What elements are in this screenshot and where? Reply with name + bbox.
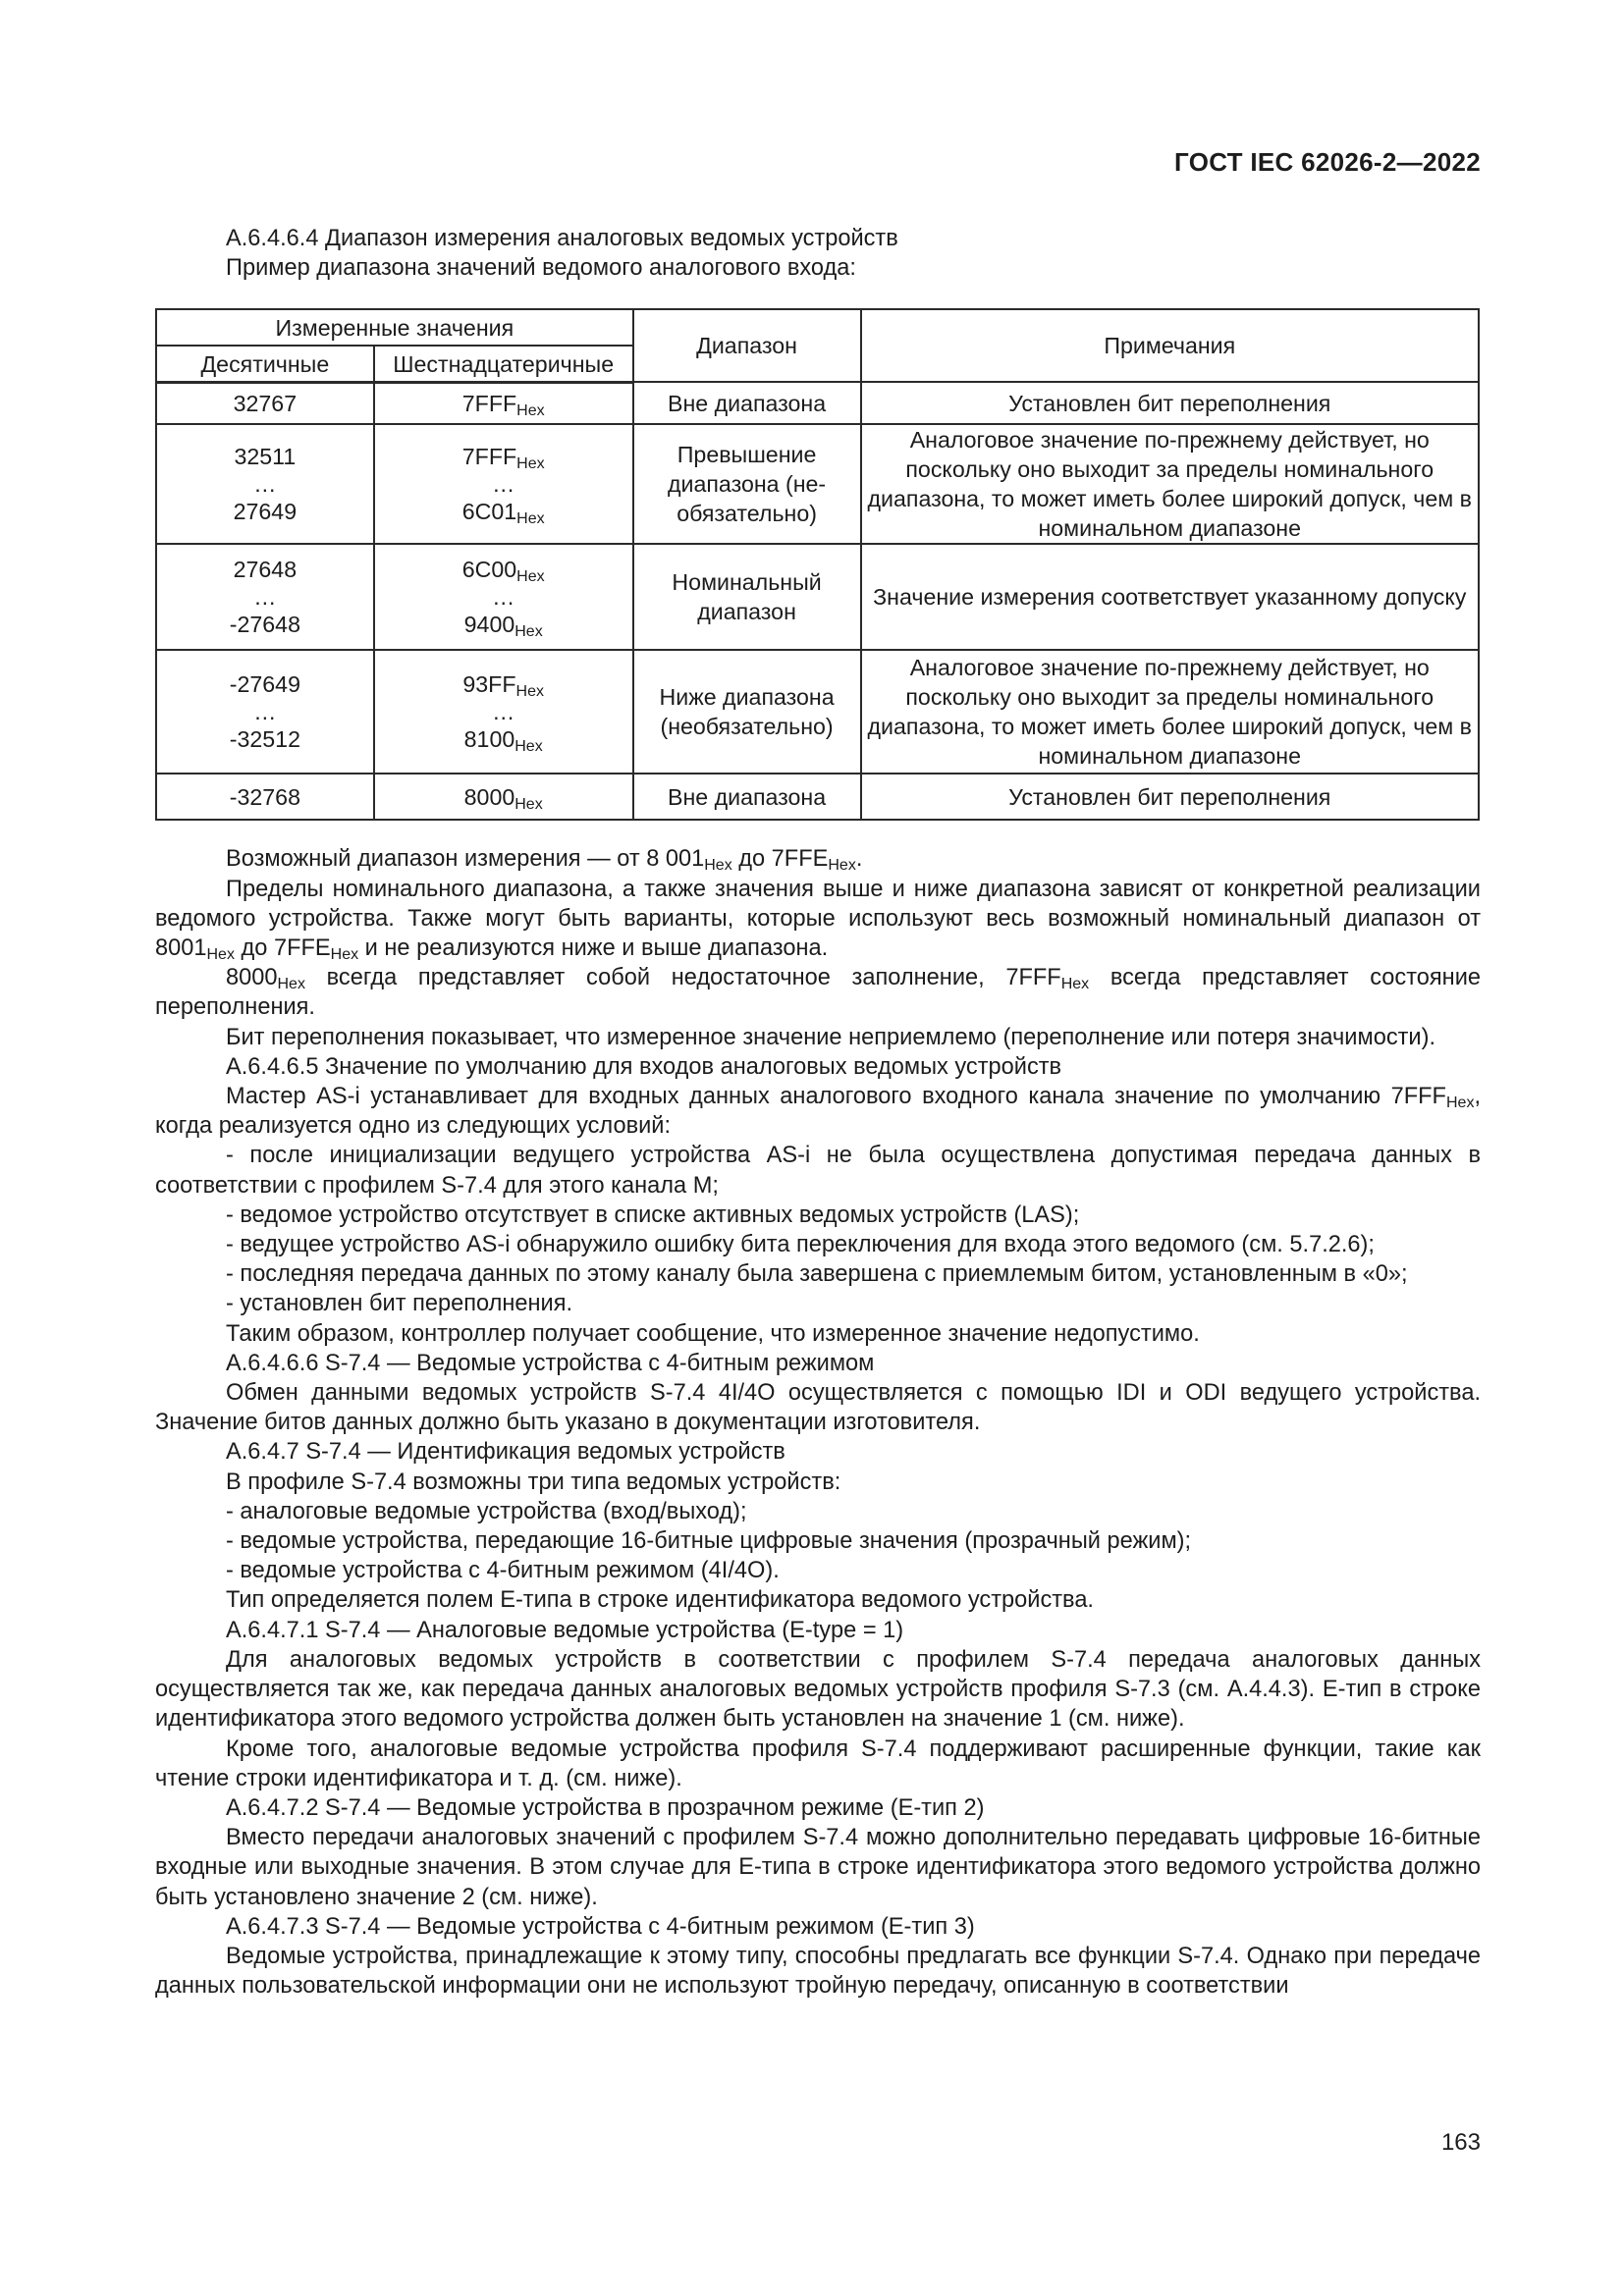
paragraph: Пример диапазона значений ведомого аналогового входа: bbox=[226, 255, 856, 282]
decimal-cell: 27648 … -27648 bbox=[156, 544, 374, 650]
section-heading: А.6.4.6.5 Значение по умолчанию для входов аналоговых ведомых устройств bbox=[226, 1053, 1062, 1080]
range-cell: Вне диапазона bbox=[633, 774, 861, 820]
section-heading: А.6.4.7.3 S-7.4 — Ведомые устройства с 4-битным режимом (E-тип 3) bbox=[226, 1913, 975, 1940]
hex-cell: $8000_{Hex}$ bbox=[374, 774, 633, 820]
header-decimal: Десятичные bbox=[156, 346, 374, 382]
range-cell: Вне диапазона bbox=[633, 382, 861, 424]
paragraph: Возможный диапазон измерения — от 8 $001_{Hex}$ до $7FFE_{Hex}$. bbox=[226, 846, 863, 875]
paragraph: Обмен данными ведомых устройств S-7.4 4I/4O осуществляется с помощью IDI и ODI ведущего устройства. Значение битов данных должно быть указано в документации изготовителя. bbox=[155, 1380, 1481, 1436]
header-notes: Примечания bbox=[861, 309, 1480, 382]
paragraph: Для аналоговых ведомых устройств в соответствии с профилем S-7.4 передача аналоговых данных осуществляется так же, как передача данных аналоговых ведомых устройств профиля S-7.3 (см. А.4.4.3). E-тип в строке идентификатора этого ведомого устройства должен быть установлен на значение 1 (см. ниже). bbox=[155, 1646, 1481, 1733]
list-item: - ведомое устройство отсутствует в списке активных ведомых устройств (LAS); bbox=[226, 1201, 1080, 1228]
table-row bbox=[156, 774, 1479, 820]
table-row bbox=[156, 382, 1479, 424]
range-cell: Ниже диапазона (необязательно) bbox=[633, 650, 861, 774]
hex-cell: $93FF_{Hex}$ … $8100_{Hex}$ bbox=[374, 650, 633, 774]
list-item: - ведущее устройство AS-i обнаружило ошибку бита переключения для входа этого ведомого (см. 5.7.2.6); bbox=[226, 1232, 1375, 1258]
section-heading: А.6.4.7.1 S-7.4 — Аналоговые ведомые устройства (E-type = 1) bbox=[226, 1617, 904, 1643]
hex-cell: $7FFF_{Hex}$ … $6C01_{Hex}$ bbox=[374, 424, 633, 544]
section-heading: А.6.4.7 S-7.4 — Идентификация ведомых устройств bbox=[226, 1439, 785, 1466]
note-cell: Аналоговое значение по-прежнему действует, но поскольку оно выходит за пределы номинального диапазона, то может иметь более широкий допуск, чем в номинальном диапазоне bbox=[861, 424, 1480, 544]
section-heading: А.6.4.6.6 S-7.4 — Ведомые устройства с 4-битным режимом bbox=[226, 1350, 875, 1376]
list-item: - ведомые устройства с 4-битным режимом (4I/4O). bbox=[226, 1558, 780, 1584]
table-row bbox=[156, 650, 1479, 774]
section-heading: А.6.4.7.2 S-7.4 — Ведомые устройства в прозрачном режиме (E-тип 2) bbox=[226, 1794, 985, 1821]
page-content bbox=[155, 224, 1481, 2001]
list-item: - после инициализации ведущего устройства AS-i не была осуществлена допустимая передача данных в соответствии с профилем S-7.4 для этого канала M; bbox=[155, 1143, 1481, 1199]
table-row bbox=[156, 424, 1479, 544]
paragraph: Ведомые устройства, принадлежащие к этому типу, способны предлагать все функции S-7.4. Однако при передаче данных пользовательской информации они не используют тройную передачу, описанную в соответствии bbox=[155, 1943, 1481, 2000]
paragraph: Пределы номинального диапазона, а также значения выше и ниже диапазона зависят от конкретной реализации ведомого устройства. Также могут быть варианты, которые используют весь возможный номинальный диапазон от $8001_{Hex}$ до $7FFE_{Hex}$ и не реализуются ниже и выше диапазона. bbox=[155, 876, 1481, 964]
decimal-cell: -32768 bbox=[156, 774, 374, 820]
document-header: ГОСТ IEC 62026-2—2022 bbox=[1174, 147, 1481, 177]
measurement-range-table bbox=[155, 308, 1480, 821]
paragraph: Бит переполнения показывает, что измеренное значение неприемлемо (переполнение или потеря значимости). bbox=[226, 1024, 1436, 1050]
paragraph: Мастер AS-i устанавливает для входных данных аналогового входного канала значение по умолчанию $7FFF_{Hex}$, когда реализуется одно из следующих условий: bbox=[155, 1084, 1481, 1140]
table-row bbox=[156, 544, 1479, 650]
list-item: - установлен бит переполнения. bbox=[226, 1291, 573, 1317]
note-cell: Значение измерения соответствует указанному допуску bbox=[861, 544, 1480, 650]
header-hex: Шестнадцатеричные bbox=[374, 346, 633, 382]
list-item: - последняя передача данных по этому каналу была завершена с приемлемым битом, установленным в «0»; bbox=[226, 1261, 1408, 1288]
header-measured-values: Измеренные значения bbox=[156, 309, 633, 346]
paragraph: $8000_{Hex}$ всегда представляет собой недостаточное заполнение, $7FFF_{Hex}$ всегда представляет состояние переполнения. bbox=[155, 965, 1481, 1021]
note-cell: Установлен бит переполнения bbox=[861, 774, 1480, 820]
section-heading: А.6.4.6.4 Диапазон измерения аналоговых ведомых устройств bbox=[226, 226, 898, 251]
paragraph: Кроме того, аналоговые ведомые устройства профиля S-7.4 поддерживают расширенные функции, такие как чтение строки идентификатора и т. д. (см. ниже). bbox=[155, 1735, 1481, 1791]
decimal-cell: 32767 bbox=[156, 382, 374, 424]
list-item: - ведомые устройства, передающие 16-битные цифровые значения (прозрачный режим); bbox=[226, 1528, 1192, 1555]
range-cell: Номинальный диапазон bbox=[633, 544, 861, 650]
range-cell: Превышение диапазона (не-обязательно) bbox=[633, 424, 861, 544]
paragraph: Тип определяется полем E-типа в строке идентификатора ведомого устройства. bbox=[226, 1587, 1094, 1614]
paragraph: Таким образом, контроллер получает сообщение, что измеренное значение недопустимо. bbox=[226, 1320, 1200, 1347]
hex-cell: $7FFF_{Hex}$ bbox=[374, 382, 633, 424]
paragraph: В профиле S-7.4 возможны три типа ведомых устройств: bbox=[226, 1468, 841, 1495]
note-cell: Аналоговое значение по-прежнему действует, но поскольку оно выходит за пределы номинального диапазона, то может иметь более широкий допуск, чем в номинальном диапазоне bbox=[861, 650, 1480, 774]
hex-cell: $6C00_{Hex}$ … $9400_{Hex}$ bbox=[374, 544, 633, 650]
page-number: 163 bbox=[1440, 2129, 1481, 2156]
decimal-cell: 32511 … 27649 bbox=[156, 424, 374, 544]
list-item: - аналоговые ведомые устройства (вход/выход); bbox=[226, 1498, 747, 1524]
header-range: Диапазон bbox=[633, 309, 861, 382]
decimal-cell: -27649 … -32512 bbox=[156, 650, 374, 774]
paragraph: Вместо передачи аналоговых значений с профилем S-7.4 можно дополнительно передавать цифровые 16-битные входные или выходные значения. В этом случае для E-типа в строке идентификатора этого ведомого устройства должно быть установлено значение 2 (см. ниже). bbox=[155, 1825, 1481, 1910]
note-cell: Установлен бит переполнения bbox=[861, 382, 1480, 424]
